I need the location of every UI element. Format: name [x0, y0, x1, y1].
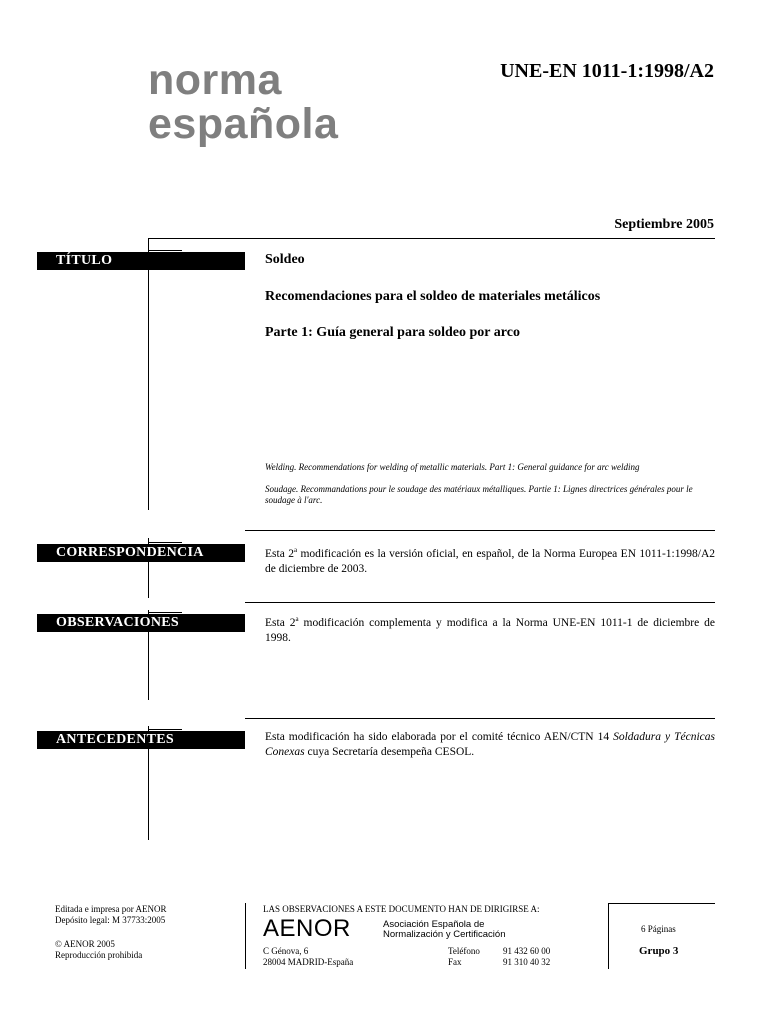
rule-antecedentes: [245, 718, 715, 719]
fax-label: Fax: [448, 957, 462, 967]
correspondencia-ordinal: a: [293, 546, 298, 554]
reproduction-notice: Reproducción prohibida: [55, 950, 143, 960]
edited-by: Editada e impresa por AENOR: [55, 904, 167, 914]
observaciones-text-before: Esta 2: [265, 616, 296, 629]
antecedentes-committee-name: Soldadura y Técnicas Conexas: [265, 731, 715, 758]
label-correspondencia: CORRESPONDENCIA: [37, 544, 245, 562]
copyright: © AENOR 2005: [55, 939, 115, 949]
contact-numbers: [503, 946, 550, 968]
label-tab-observaciones: [148, 612, 182, 613]
footer-right-rule: [608, 903, 715, 904]
deposito-legal: Depósito legal: M 37733:2005: [55, 915, 166, 925]
brand-line-2: española: [148, 100, 339, 148]
title-english: Welding. Recommendations for welding of metallic materials. Part 1: General guidance for arc welding: [265, 462, 640, 472]
antecedentes-text-after: cuya Secretaría desempeña CESOL.: [304, 746, 475, 758]
footer-left-block: [55, 904, 166, 961]
observaciones-text-after: modificación complementa y modifica a la Norma UNE-EN 1011-1 de diciembre de 1998.: [265, 616, 715, 644]
standard-code: UNE-EN 1011-1:1998/A2: [500, 60, 714, 82]
address-line-2: 28004 MADRID-España: [263, 957, 354, 967]
aenor-address: [263, 946, 353, 968]
correspondencia-text-after: modificación es la versión oficial, en español, de la Norma Europea EN 1011-1:1998/A2 de diciembre de 2003.: [265, 547, 715, 575]
antecedentes-text-before: Esta modificación ha sido elaborada por el comité técnico AEN/CTN 14: [265, 731, 614, 743]
org-line-2: Normalización y Certificación: [383, 929, 506, 940]
phone-number: 91 432 60 00: [503, 946, 551, 956]
phone-label: Teléfono: [448, 946, 480, 956]
correspondencia-text-before: Esta 2: [265, 547, 294, 560]
title-line-2: Recomendaciones para el soldeo de materiales metálicos: [265, 289, 601, 304]
aenor-logo: AENOR: [263, 915, 351, 942]
norma-espanola-heading: [148, 58, 338, 146]
title-french: Soudage. Recommandations pour le soudage des matériaux métalliques. Partie 1: Lignes directrices générales pour le soudage à l'arc.: [265, 484, 693, 505]
publication-date: Septiembre 2005: [614, 217, 714, 232]
address-line-1: C Génova, 6: [263, 946, 309, 956]
fax-number: 91 310 40 32: [503, 957, 551, 967]
rule-observaciones: [245, 602, 715, 603]
footer-divider-left: [245, 903, 246, 969]
label-antecedentes: ANTECEDENTES: [37, 731, 245, 749]
brand-line-1: norma: [148, 56, 282, 104]
label-tab-titulo: [148, 250, 182, 251]
observations-notice: LAS OBSERVACIONES A ESTE DOCUMENTO HAN DE DIRIGIRSE A:: [263, 904, 540, 914]
page-count: 6 Páginas: [641, 924, 676, 934]
title-line-3: Parte 1: Guía general para soldeo por arco: [265, 325, 520, 340]
contact-labels: [448, 946, 480, 968]
observaciones-ordinal: a: [295, 615, 299, 623]
correspondencia-text: [265, 543, 715, 577]
label-tab-antecedentes: [148, 729, 182, 730]
observaciones-text: [265, 612, 715, 646]
rule-titulo: [148, 238, 715, 239]
price-group: Grupo 3: [639, 945, 679, 957]
left-rule-titulo: [148, 238, 149, 510]
title-line-1: Soldeo: [265, 252, 305, 267]
label-titulo: TÍTULO: [37, 252, 245, 270]
aenor-full-name: [383, 920, 505, 940]
label-observaciones: OBSERVACIONES: [37, 614, 245, 632]
org-line-1: Asociación Española de: [383, 919, 485, 930]
label-tab-correspondencia: [148, 542, 182, 543]
antecedentes-text: [265, 730, 715, 760]
rule-correspondencia: [245, 530, 715, 531]
footer-divider-right: [608, 903, 609, 969]
